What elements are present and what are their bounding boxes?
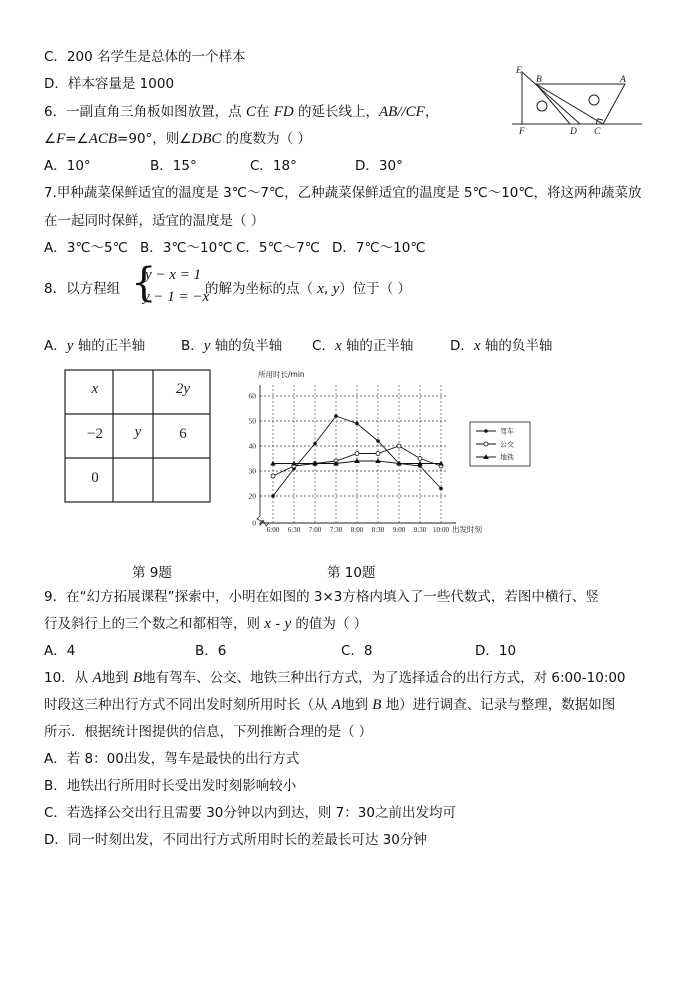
q6-triangle-efd <box>522 72 580 124</box>
chart-xtick-6-00: 6:00 <box>266 526 280 534</box>
q8-equation-system <box>131 260 210 309</box>
grid-cell-r1c3: 2y <box>175 381 191 397</box>
chart-xlabel: 出发时刻 <box>452 525 482 534</box>
fig9-caption: 第 9题 <box>132 565 172 581</box>
q6-label-e: E <box>516 66 522 76</box>
chart-point-s1-6 <box>397 444 401 448</box>
legend-marker-1 <box>484 442 488 446</box>
q6-label-f: F <box>519 127 525 136</box>
q9-option-d: D．10 <box>475 643 517 659</box>
chart-xtick-10-00: 10:00 <box>433 526 449 534</box>
q10-line-chart <box>238 365 538 540</box>
chart-ylabel: 所用时长/min <box>258 370 305 379</box>
q6-option-c: C．18° <box>250 158 297 174</box>
q10-option-b: B．地铁出行所用时长受出发时刻影响较小 <box>44 778 297 794</box>
q7-option-a: A．3℃～5℃ <box>44 240 128 256</box>
chart-point-s1-5 <box>376 452 380 456</box>
q9-magic-square <box>64 369 212 505</box>
legend-label-0: 驾车 <box>500 427 514 436</box>
q7-stem-line2: 在一起同时保鲜，适宜的温度是（ ） <box>44 213 265 229</box>
q7-option-d: D．7℃～10℃ <box>332 240 426 256</box>
q9-options <box>44 642 516 660</box>
q10-stem-line3: 所示．根据统计图提供的信息，下列推断合理的是（ ） <box>44 724 373 740</box>
q6-label-b: B <box>536 75 542 85</box>
q6-options <box>44 157 403 175</box>
q8-prefix: 8．以方程组 <box>44 281 121 297</box>
q5-option-d: D．样本容量是 1000 <box>44 76 175 92</box>
chart-xtick-8-00: 8:00 <box>350 526 364 534</box>
q6-triangle-bac <box>536 84 625 124</box>
chart-legend <box>470 422 530 466</box>
q10-stem-line2: 时段这三种出行方式不同出发时刻所用时长（从 A地到 B 地）进行调查、记录与整理，数据如图 <box>44 697 616 713</box>
q8-option-b: B．y 轴的负半轴 <box>181 338 283 354</box>
q6-label-c: C <box>594 127 601 136</box>
q5-option-c: C．200 名学生是总体的一个样本 <box>44 49 246 65</box>
q7-option-c: C．5℃～7℃ <box>236 240 320 256</box>
q8-brace: { <box>131 260 157 306</box>
chart-xtick-7-30: 7:30 <box>329 526 343 534</box>
q8-option-a: A．y 轴的正半轴 <box>44 338 146 354</box>
chart-ytick-30: 30 <box>248 466 256 476</box>
chart-ytick-40: 40 <box>248 441 256 451</box>
q9-option-a: A．4 <box>44 643 76 659</box>
chart-ytick-20: 20 <box>248 491 256 501</box>
q6-line-bd <box>536 84 570 124</box>
q8-equation-1: y − x = 1 <box>145 267 202 283</box>
chart-point-s0-8 <box>439 487 443 491</box>
q8-stem-suffix: 的解为坐标的点（ x, y）位于（ ） <box>205 281 412 297</box>
chart-xtick-8-30: 8:30 <box>371 526 385 534</box>
q8-option-c: C．x 轴的正半轴 <box>312 338 414 354</box>
grid-cell-r2c3: 6 <box>179 426 187 442</box>
q6-label-a: A <box>620 75 626 85</box>
q10-option-c: C．若选择公交出行且需要 30分钟以内到达，则 7：30之前出发均可 <box>44 805 456 821</box>
q6-label-d: D <box>570 127 577 136</box>
q7-option-b: B．3℃～10℃ <box>140 240 233 256</box>
chart-point-s0-5 <box>376 439 380 443</box>
chart-xtick-6-30: 6:30 <box>287 526 301 534</box>
legend-label-2: 地铁 <box>500 453 514 462</box>
legend-marker-0 <box>484 429 488 433</box>
q8-equation-2: y − 1 = −x <box>143 289 210 305</box>
chart-point-s0-4 <box>355 422 359 426</box>
q6-stem-line2: ∠F=∠ACB=90°，则∠DBC 的度数为（ ） <box>44 131 311 147</box>
q6-hole-right <box>589 95 599 105</box>
chart-point-s0-2 <box>313 442 317 446</box>
q10-stem-line1: 10．从 A地到 B地有驾车、公交、地铁三种出行方式，为了选择适合的出行方式，对 6:00-10:00 <box>44 670 626 686</box>
chart-point-s1-4 <box>355 452 359 456</box>
grid-cell-r3c1: 0 <box>91 470 99 486</box>
q6-option-b: B．15° <box>150 158 197 174</box>
chart-ytick-60: 60 <box>248 391 256 401</box>
chart-point-s1-7 <box>418 457 422 461</box>
q6-option-d: D．30° <box>355 158 403 174</box>
chart-xtick-9-30: 9:30 <box>413 526 427 534</box>
q7-stem-line1: 7.甲种蔬菜保鲜适宜的温度是 3℃～7℃，乙种蔬菜保鲜适宜的温度是 5℃～10℃，将这两种蔬菜放 <box>44 185 642 201</box>
chart-point-s0-3 <box>334 414 338 418</box>
q9-option-c: C．8 <box>341 643 373 659</box>
chart-ytick-0: 0 <box>252 518 256 528</box>
grid-cell-r2c1: −2 <box>87 426 103 442</box>
q6-stem-line1: 6．一副直角三角板如图放置，点 C在 FD 的延长线上，AB//CF， <box>44 104 439 120</box>
q8-options <box>44 337 552 355</box>
q9-stem-line2: 行及斜行上的三个数之和都相等，则 x - y 的值为（ ） <box>44 616 368 632</box>
q6-triangle-figure <box>512 64 644 136</box>
q6-option-a: A．10° <box>44 158 91 174</box>
fig10-caption: 第 10题 <box>327 565 376 581</box>
q10-option-a: A．若 8：00出发，驾车是最快的出行方式 <box>44 751 300 767</box>
q10-option-d: D．同一时刻出发，不同出行方式所用时长的差最长可达 30分钟 <box>44 832 427 848</box>
q9-option-b: B．6 <box>195 643 227 659</box>
grid-cell-r1c1: x <box>91 381 99 397</box>
chart-xtick-9-00: 9:00 <box>392 526 406 534</box>
q7-options <box>44 239 426 257</box>
q6-hole-left <box>537 101 547 111</box>
q8-option-d: D．x 轴的负半轴 <box>450 338 553 354</box>
q9-stem-line1: 9．在“幻方拓展课程”探索中，小明在如图的 3×3方格内填入了一些代数式，若图中横行、竖 <box>44 589 599 605</box>
grid-cell-r2c2: y <box>134 424 142 440</box>
chart-point-s1-0 <box>271 474 275 478</box>
chart-xtick-7-00: 7:00 <box>308 526 322 534</box>
legend-label-1: 公交 <box>500 440 514 449</box>
chart-ytick-50: 50 <box>248 416 256 426</box>
chart-point-s0-0 <box>271 494 275 498</box>
